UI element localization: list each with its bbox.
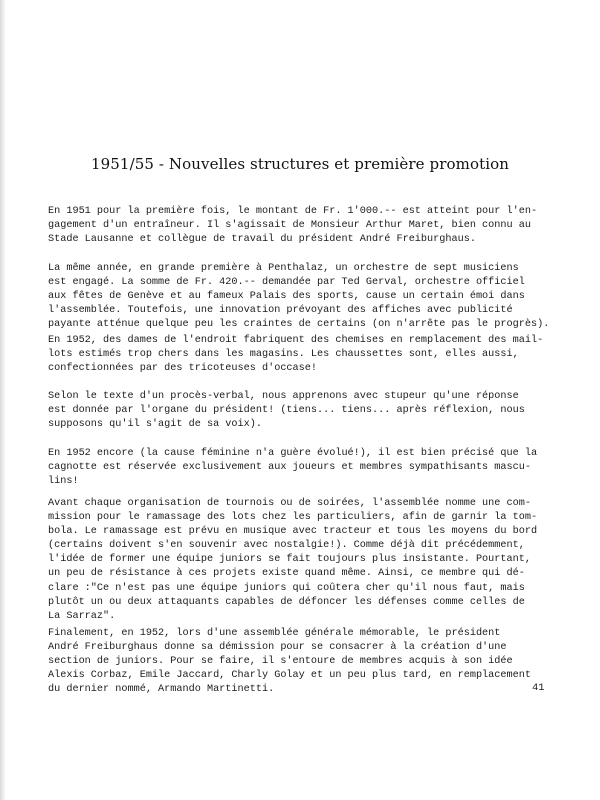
paragraph-line: Finalement, en 1952, lors d'une assemblée générale mémorable, le président	[48, 628, 501, 639]
paragraph-line: bola. Le ramassage est prévu en musique avec tracteur et tous les moyens du bord	[48, 526, 538, 538]
paragraph-line: confectionnées par des tricoteuses d'occase!	[48, 363, 317, 375]
paragraph-5	[48, 447, 568, 489]
paragraph-line: est donnée par l'organe du président! (tiens... tiens... après réflexion, nous	[48, 405, 525, 417]
paragraph-line: mission pour le ramassage des lots chez les particuliers, afin de garnir la tom-	[48, 512, 538, 524]
page-number: 41	[532, 682, 545, 694]
paragraph-line: plutôt un ou deux attaquants capables de défoncer les défenses comme celles de	[48, 596, 525, 608]
paragraph-line: Alexis Corbaz, Emile Jaccard, Charly Golay et un peu plus tard, en remplacement	[48, 670, 531, 682]
paragraph-line: cagnotte est réservée exclusivement aux joueurs et membres sympathisants mascu-	[48, 462, 531, 474]
paragraph-line: aux fêtes de Genève et au fameux Palais des sports, cause un certain émoi dans	[48, 291, 525, 303]
paragraph-line: La Sarraz".	[48, 610, 116, 622]
paragraph-line: l'assemblée. Toutefois, une innovation prévoyant des affiches avec publicité	[48, 305, 513, 317]
paragraph-line: du dernier nommé, Armando Martinetti.	[48, 684, 275, 696]
paragraph-line: lins!	[48, 476, 79, 488]
paragraph-line: section de juniors. Pour se faire, il s'entoure de membres acquis à son idée	[48, 656, 513, 668]
paragraph-1	[48, 205, 568, 247]
paragraph-3	[48, 334, 568, 376]
paragraph-line: supposons qu'il s'agit de sa voix).	[48, 419, 262, 431]
paragraph-line: payante atténue quelque peu les craintes de certains (on n'arrête pas le progrès).	[48, 319, 550, 331]
paragraph-line: Stade Lausanne et collègue de travail du président André Freiburghaus.	[48, 234, 476, 246]
paragraph-line: En 1952 encore (la cause féminine n'a guère évolué!), il est bien précisé que la	[48, 448, 538, 459]
paragraph-line: un peu de résistance à ces projets existe quand même. Ainsi, ce membre qui dé-	[48, 568, 525, 580]
paragraph-line: est engagé. La somme de Fr. 420.-- demandée par Ted Gerval, orchestre officiel	[48, 277, 525, 289]
paragraph-6	[48, 497, 568, 624]
paragraph-line: En 1951 pour la première fois, le montant de Fr. 1'000.-- est atteint pour l'en-	[48, 206, 538, 217]
paragraph-line: gagement d'un entraîneur. Il s'agissait de Monsieur Arthur Maret, bien connu au	[48, 220, 531, 232]
paragraph-line: En 1952, des dames de l'endroit fabriquent des chemises en remplacement des mail-	[48, 335, 544, 346]
paragraph-line: Selon le texte d'un procès-verbal, nous apprenons avec stupeur qu'une réponse	[48, 391, 519, 402]
paragraph-4	[48, 390, 568, 432]
paragraph-line: La même année, en grande première à Penthalaz, un orchestre de sept musiciens	[48, 263, 519, 274]
section-title: 1951/55 - Nouvelles structures et première promotion	[91, 155, 509, 173]
paragraph-line: Avant chaque organisation de tournois ou de soirées, l'assemblée nomme une com-	[48, 498, 531, 509]
paragraph-line: (certains doivent s'en souvenir avec nostalgie!). Comme déjà dit précédemment,	[48, 540, 525, 552]
paragraph-line: l'idée de former une équipe juniors se fait toujours plus insistante. Pourtant,	[48, 554, 531, 566]
paragraph-line: clare :"Ce n'est pas une équipe juniors qui coûtera cher qu'il nous faut, mais	[48, 582, 525, 594]
scan-edge-shadow	[0, 0, 6, 800]
paragraph-line: lots estimés trop chers dans les magasins. Les chaussettes sont, elles aussi,	[48, 349, 519, 361]
paragraph-7	[48, 627, 568, 697]
paragraph-line: André Freiburghaus donne sa démission pour se consacrer à la création d'une	[48, 642, 507, 654]
paragraph-2	[48, 262, 568, 332]
